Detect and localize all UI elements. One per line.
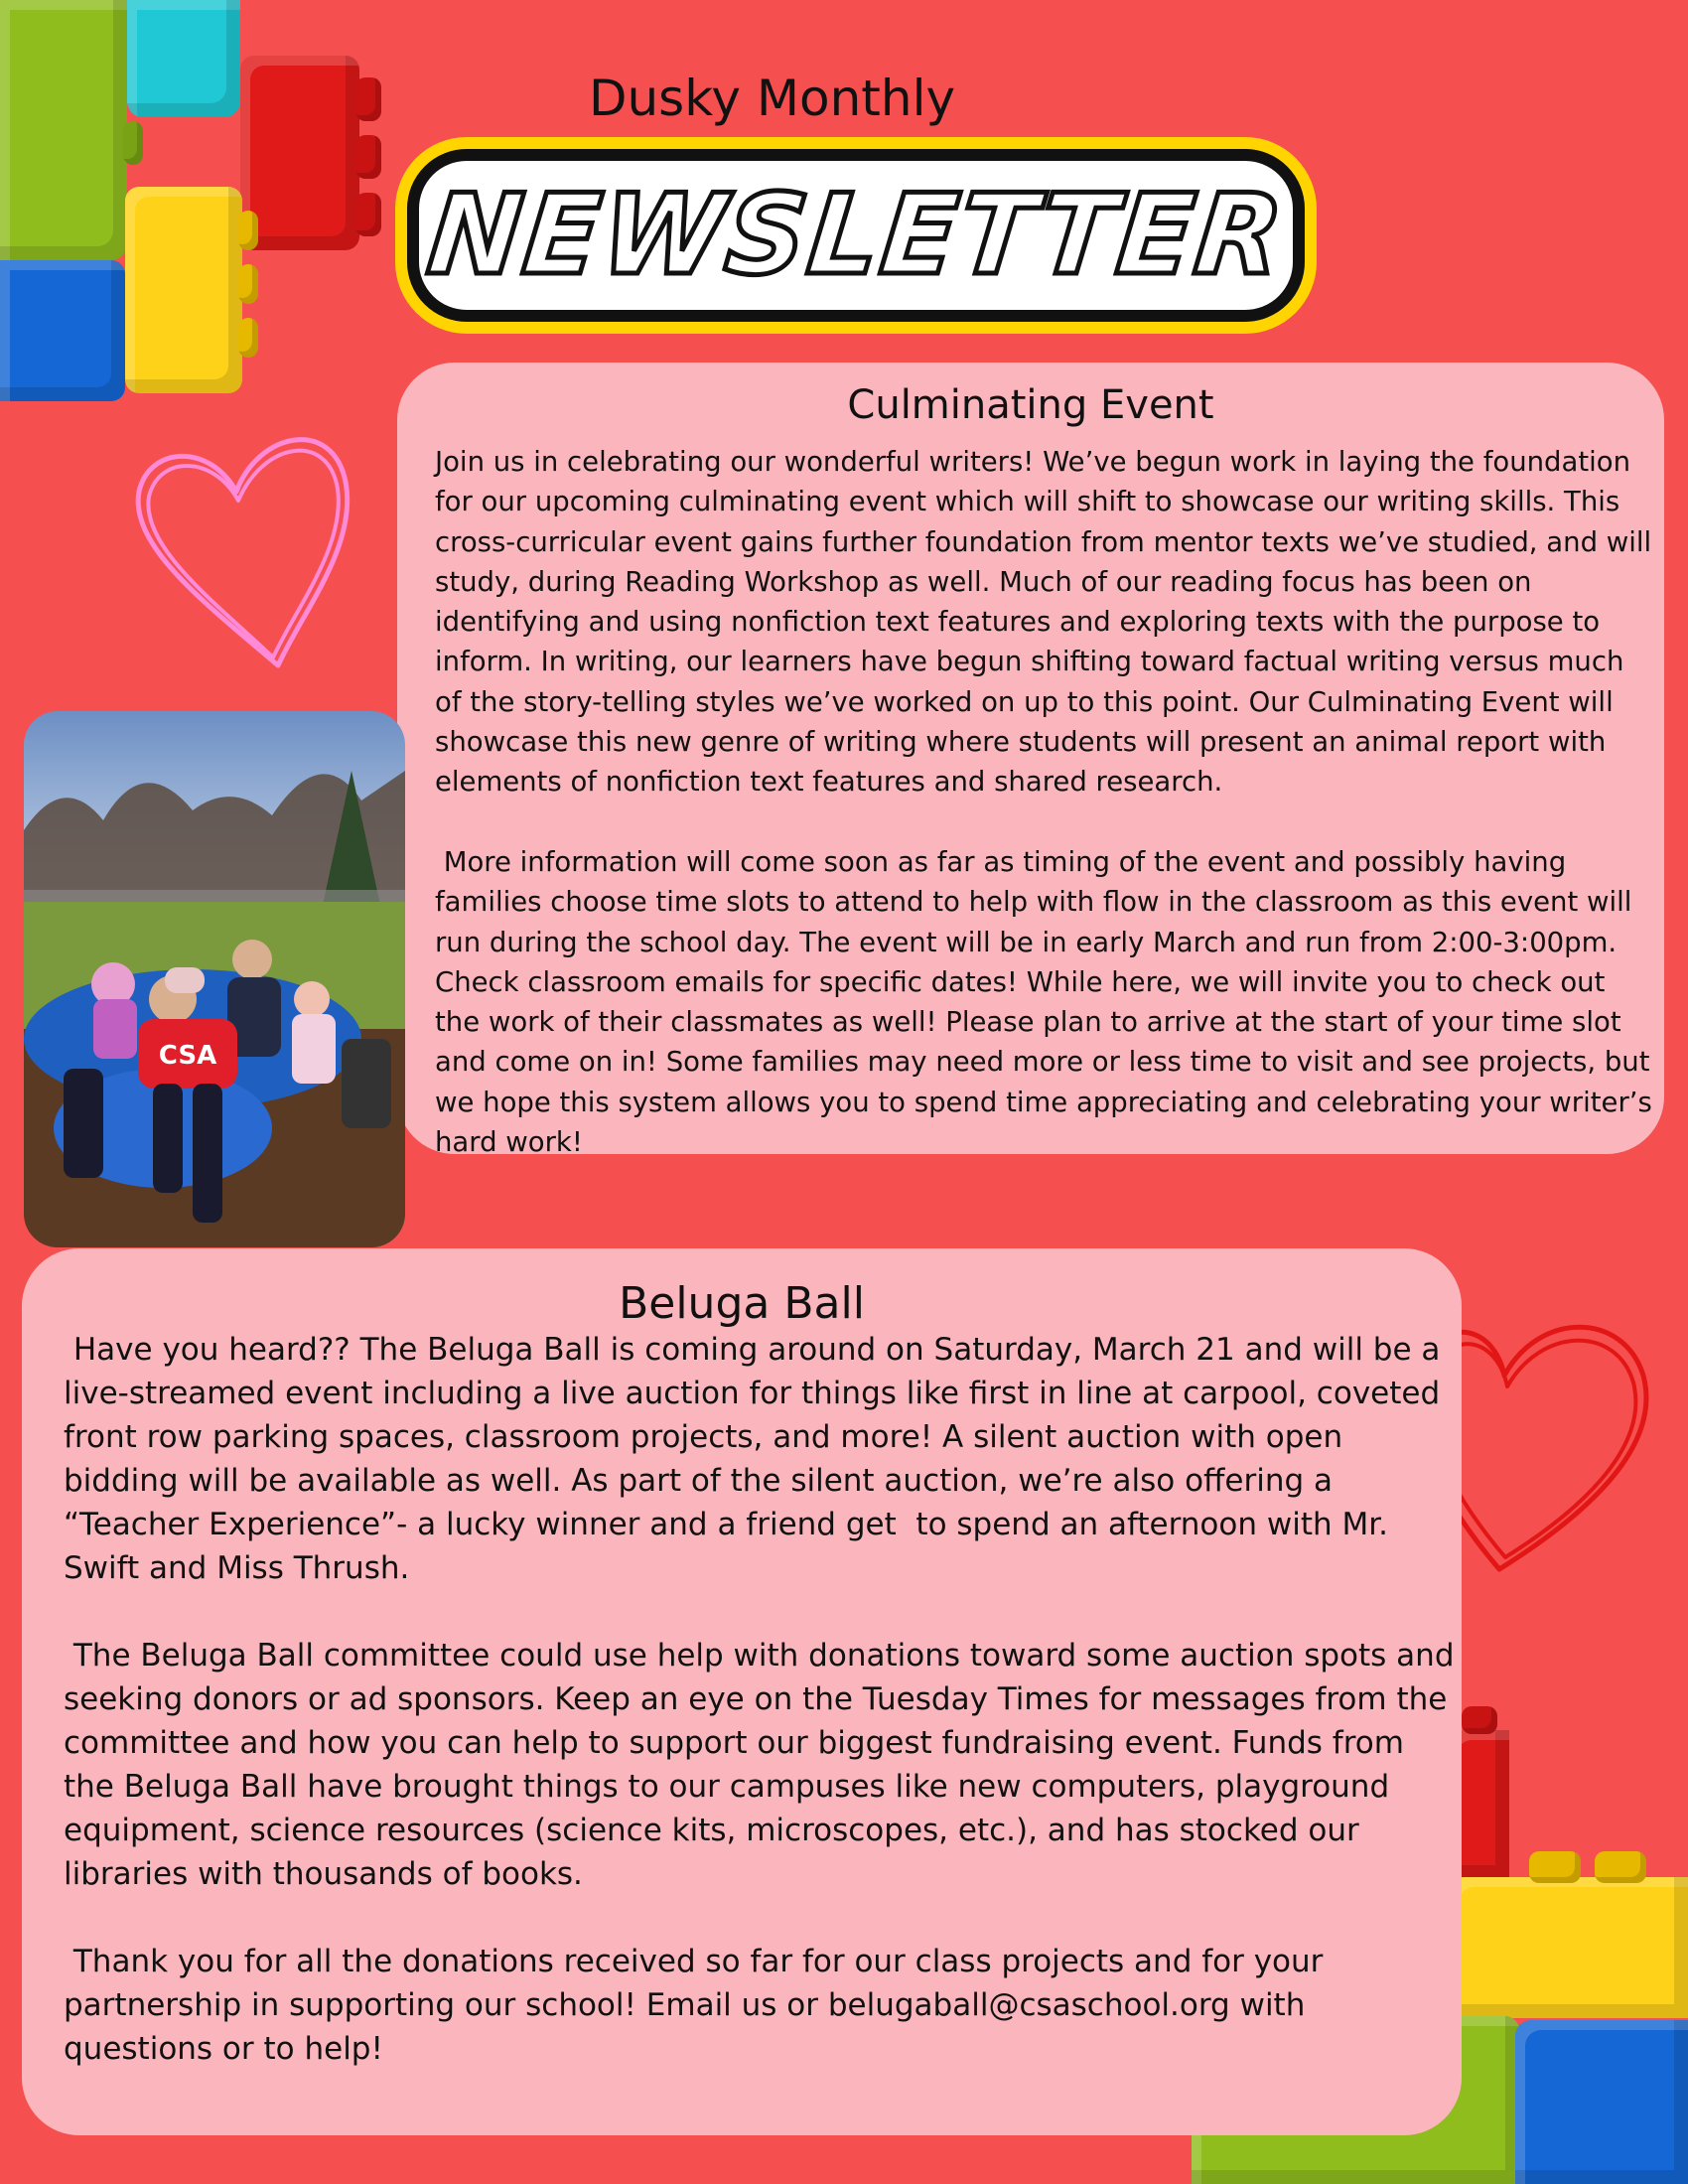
lego-stud [355, 135, 381, 179]
beluga-ball-paragraph: Have you heard?? The Beluga Ball is coming around on Saturday, March 21 and will be a live-streamed event including a live auction for things like first in line at carpool, coveted front row parking spaces, classroom projects, and more! A silent auction with open bidding will be available as well. As part of the silent auction, we’re also offering a “Teacher Experience”- a lucky winner and a friend get to spend an afternoon with Mr. Swift and Miss Thrush. [64, 1332, 1451, 1586]
beluga-ball-paragraph: Thank you for all the donations received so far for our class projects and for your partnership in supporting our school! Email us or belugaball@csaschool.org with questions or to help! [64, 1944, 1334, 2067]
culminating-event-heading: Culminating Event [847, 382, 1214, 428]
paragraph-spacer [64, 1590, 1464, 1634]
beluga-ball-panel [22, 1248, 1465, 2135]
beluga-ball-heading: Beluga Ball [619, 1278, 865, 1329]
lego-stud [1595, 1851, 1646, 1883]
playground-photo-illustration [24, 711, 405, 1247]
heart-doodle-pink-icon [119, 397, 367, 675]
culminating-event-paragraph: More information will come soon as far as timing of the event and possibly having families choose time slots to attend to help with flow in the classroom as this event will run during the school day. The event will be in early March and run from 2:00-3:00pm. Check classroom emails for specific dates! While here, we will invite you to check out the work of their classmates as well! Please plan to arrive at the start of your time slot and come on in! Some families may need more or less time to visit and see projects, but we hope this system allows you to spend time appreciating and celebrating your writer’s hard work! [435, 845, 1661, 1159]
lego-stud [238, 211, 258, 250]
photo-shirt-text: CSA [158, 1041, 217, 1071]
lego-stud [1529, 1851, 1581, 1883]
culminating-event-panel [397, 363, 1664, 1159]
lego-brick-green [0, 0, 127, 260]
beluga-ball-body [64, 1328, 1464, 2071]
lego-brick-yellow [1450, 1877, 1688, 2018]
lego-stud [238, 264, 258, 304]
culminating-event-paragraph: Join us in celebrating our wonderful writers! We’ve begun work in laying the foundation for our upcoming culminating event which will shift to showcase our writing skills. This cross-curricular event gains further foundation from mentor texts we’ve studied, and will study, during Reading Workshop as well. Much of our reading focus has been on identifying and using nonfiction text features and exploring texts with the purpose to inform. In writing, our learners have begun shifting toward factual writing versus much of the story-telling styles we’ve worked on up to this point. Our Culminating Event will showcase this new genre of writing where students will present an animal report with elements of nonfiction text features and shared research. [435, 446, 1660, 799]
lego-brick-blue [1515, 2020, 1688, 2184]
newsletter-title: NEWSLETTER [421, 171, 1291, 300]
lego-brick-yellow [125, 187, 242, 393]
lego-stud [238, 318, 258, 358]
culminating-event-body [435, 442, 1661, 1162]
beluga-ball-paragraph: The Beluga Ball committee could use help with donations toward some auction spots and seeking donors or ad sponsors. Keep an eye on the Tuesday Times for messages from the committee and how you can help to support our biggest fundraising event. Funds from the Beluga Ball have brought things to our campuses like new computers, playground equipment, science resources (science kits, microscopes, etc.), and has stocked our libraries with thousands of books. [64, 1638, 1465, 1892]
paragraph-spacer [64, 1896, 1464, 1940]
lego-stud [123, 121, 143, 165]
lego-brick-blue [0, 260, 125, 401]
playground-photo [24, 711, 405, 1247]
lego-stud [355, 193, 381, 236]
lego-stud [1462, 1706, 1497, 1734]
newsletter-title-banner [407, 149, 1305, 322]
paragraph-spacer [435, 802, 1656, 842]
newsletter-subtitle: Dusky Monthly [588, 70, 956, 127]
